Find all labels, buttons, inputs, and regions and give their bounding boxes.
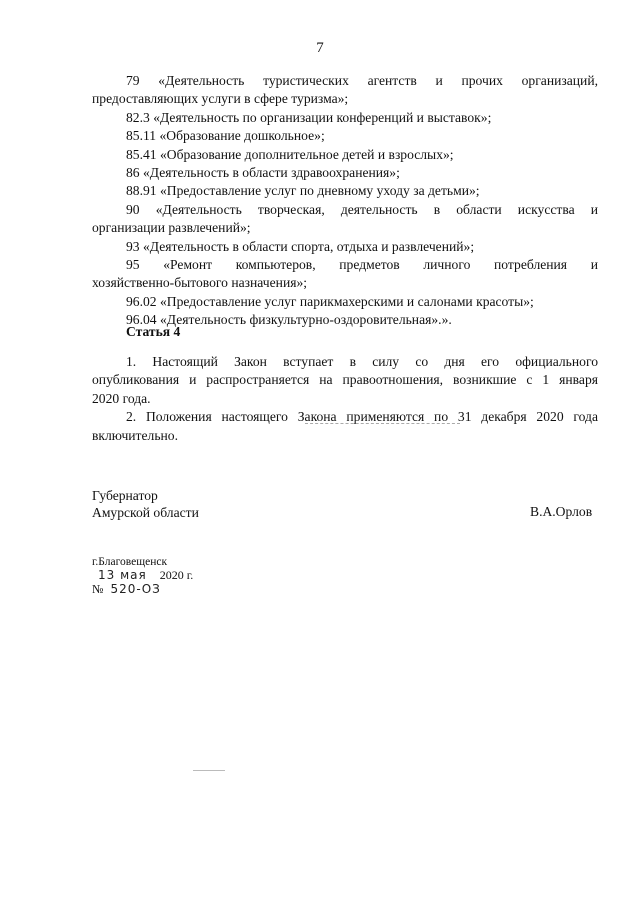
- scan-artifact: [193, 770, 225, 771]
- list-item: 82.3 «Деятельность по организации конференций и выставок»;: [126, 109, 492, 125]
- signatory-name: В.А.Орлов: [530, 504, 593, 519]
- signing-date: [98, 568, 193, 583]
- list-item: 96.04 «Деятельность физкультурно-оздоровительная».».: [126, 312, 452, 328]
- list-item: 86 «Деятельность в области здравоохранения»;: [126, 165, 400, 181]
- signatory-position: Губернатор: [92, 488, 158, 503]
- law-number: [92, 582, 161, 597]
- signing-year: 2020 г.: [159, 568, 194, 582]
- list-item: 95 «Ремонт компьютеров, предметов личного потребления и: [126, 257, 598, 273]
- page-number: 7: [316, 40, 324, 56]
- clause-2-line: 2. Положения настоящего Закона применяются по 31 декабря 2020 года: [126, 409, 598, 425]
- activity-code-list: [92, 72, 598, 330]
- list-item: 88.91 «Предоставление услуг по дневному уходу за детьми»;: [126, 183, 480, 199]
- clause-2-line: включительно.: [92, 427, 178, 443]
- list-item: 85.11 «Образование дошкольное»;: [126, 128, 325, 144]
- clause-1-line: 2020 года.: [92, 390, 151, 406]
- handwritten-number: 520-ОЗ: [110, 582, 161, 596]
- signatory-region: Амурской области: [92, 505, 199, 520]
- number-sign: №: [92, 582, 104, 596]
- signatory-title: [92, 487, 199, 521]
- clause-1-line: опубликования и распространяется на правоотношения, возникшие с 1 января: [92, 372, 598, 388]
- list-item: 93 «Деятельность в области спорта, отдыха и развлечений»;: [126, 238, 475, 254]
- scan-artifact: [305, 423, 460, 424]
- list-item-continuation: предоставляющих услуги в сфере туризма»;: [92, 91, 349, 107]
- list-item-continuation: хозяйственно-бытового назначения»;: [92, 275, 308, 291]
- handwritten-date: 13 мая: [98, 568, 147, 582]
- list-item: 79 «Деятельность туристических агентств и прочих организаций,: [126, 73, 598, 88]
- list-item: 85.41 «Образование дополнительное детей и взрослых»;: [126, 146, 454, 162]
- clause-1-line: 1. Настоящий Закон вступает в силу со дня его официального: [126, 354, 598, 369]
- signing-place: г.Благовещенск: [92, 556, 168, 568]
- list-item: 90 «Деятельность творческая, деятельность в области искусства и: [126, 201, 598, 217]
- article-clauses: [92, 353, 598, 445]
- article-title: Статья 4: [126, 324, 181, 339]
- list-item-continuation: организации развлечений»;: [92, 220, 251, 236]
- list-item: 96.02 «Предоставление услуг парикмахерскими и салонами красоты»;: [126, 293, 534, 309]
